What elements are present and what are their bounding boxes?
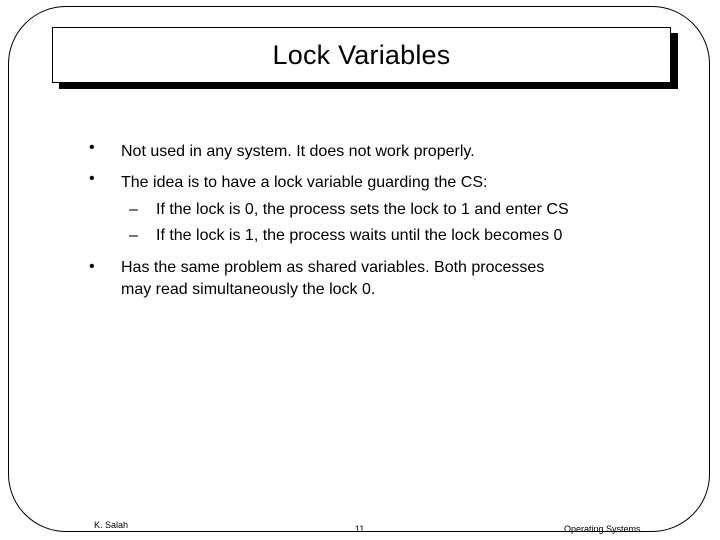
- bullet-3-text-line-1: Has the same problem as shared variables. Both processes: [121, 259, 545, 276]
- subitem-1-text: If the lock is 0, the process sets the lock to 1 and enter CS: [156, 201, 569, 218]
- subitem-1-marker: –: [129, 201, 138, 218]
- bullet-2-marker: •: [89, 170, 95, 187]
- bullet-2-text: The idea is to have a lock variable guarding the CS:: [121, 174, 488, 191]
- subitem-2-text: If the lock is 1, the process waits until the lock becomes 0: [156, 227, 563, 244]
- slide-title: Lock Variables: [272, 39, 451, 70]
- footer-page-number: 11: [355, 524, 365, 534]
- bullet-1-text: Not used in any system. It does not work properly.: [121, 143, 475, 160]
- subitem-2-marker: –: [129, 227, 138, 244]
- footer-author: K. Salah: [94, 520, 129, 530]
- bullet-3-text-line-2: may read simultaneously the lock 0.: [121, 281, 376, 298]
- bullet-1-marker: •: [89, 139, 95, 156]
- footer-course: Operating Systems: [564, 524, 641, 534]
- bullet-3-marker: •: [89, 258, 95, 275]
